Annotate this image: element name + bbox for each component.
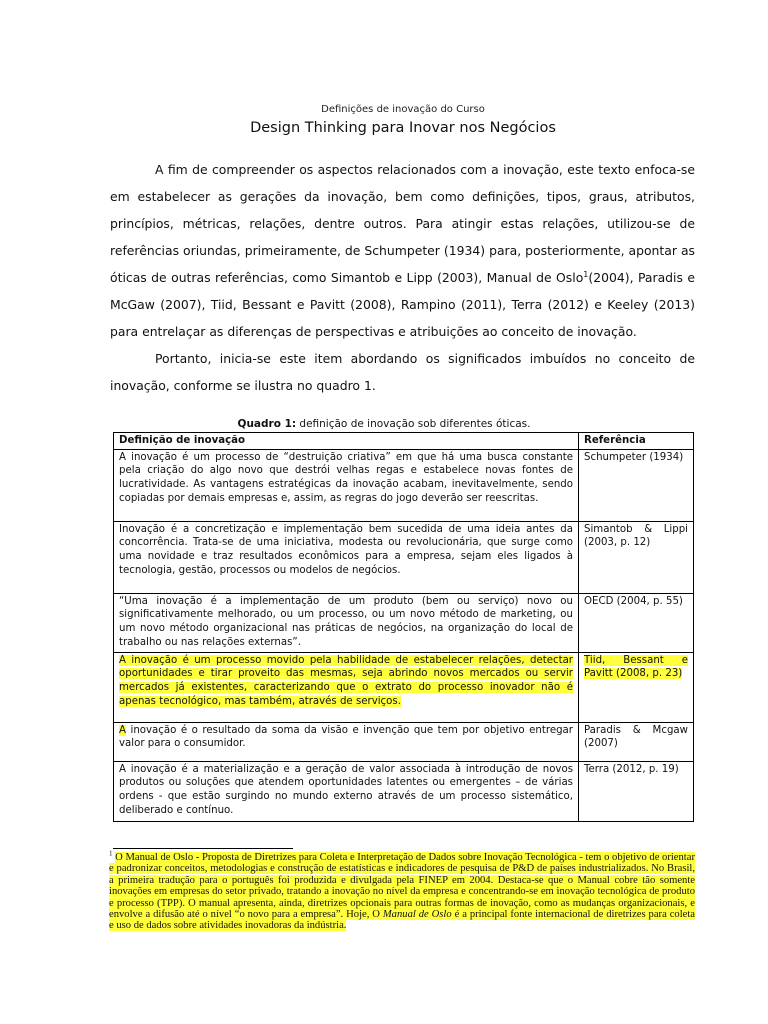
highlighted-reference: Tiid, Bessant e Pavitt (2008, p. 23) bbox=[584, 654, 688, 680]
table-row bbox=[114, 449, 694, 521]
intro-paragraph-part-2: (2004), Paradis e McGaw (2007), Tiid, Bessant e Pavitt (2008), Rampino (2011), Terra (2012) e Keeley (2013) para entrelaçar as diferenças de perspectivas e atribuições ao conceito de inovação. bbox=[110, 270, 696, 339]
footnote-divider bbox=[113, 848, 293, 849]
definition-cell bbox=[114, 652, 579, 722]
footnote-number: 1 bbox=[109, 849, 113, 858]
caption-label: Quadro 1: bbox=[237, 418, 297, 430]
footnote bbox=[109, 849, 695, 932]
header-reference: Referência bbox=[579, 433, 694, 450]
definitions-table bbox=[113, 432, 694, 822]
highlighted-letter: A bbox=[119, 724, 126, 736]
table-row-highlighted bbox=[114, 652, 694, 722]
footnote-text-part-2: é a principal fonte internacional de diretrizes para coleta e uso de dados sobre atividades inovadoras da indústria. bbox=[109, 909, 695, 932]
second-paragraph: Portanto, inicia-se este item abordando os significados imbuídos no conceito de inovação, conforme se ilustra no quadro 1. bbox=[110, 351, 695, 393]
definition-text: inovação é o resultado da soma da visão e invenção que tem por objetivo entregar valor para o consumidor. bbox=[119, 724, 573, 750]
table-header-row bbox=[114, 433, 694, 450]
reference-cell: OECD (2004, p. 55) bbox=[579, 593, 694, 652]
definition-cell: Inovação é a concretização e implementação bem sucedida de uma ideia antes da concorrência. Trata-se de uma iniciativa, modesta ou revolucionária, que surge como uma novidade e traz resultados econômicos para a empresa, sejam eles ligados à tecnologia, gestão, processos ou modelos de negócios. bbox=[114, 521, 579, 593]
footnote-italic-title: Manual de Oslo bbox=[382, 909, 452, 921]
caption-text: definição de inovação sob diferentes óticas. bbox=[296, 418, 531, 430]
reference-cell: Terra (2012, p. 19) bbox=[579, 761, 694, 821]
footnote-text-part-1: O Manual de Oslo - Proposta de Diretrizes para Coleta e Interpretação de Dados sobre Inovação Tecnológica - tem o objetivo de orientar e padronizar conceitos, metodologias e construção de estatísticas e indicadores de pesquisa de P&D de países industrializados. No Brasil, a primeira tradução para o português foi produzida e divulgada pela FINEP em 2004. Destaca-se que o Manual cobre tão somente inovações em empresas do setor privado, tratando a inovação no nível da empresa e concentrando-se em inovação tecnológica de produto e processo (TPP). O manual apresenta, ainda, diretrizes opcionais para outras formas de inovação, como as mudanças organizacionais, e envolve a difusão até o nível “o novo para a empresa”. Hoje, O bbox=[109, 852, 695, 921]
intro-paragraph-part-1: A fim de compreender os aspectos relacionados com a inovação, este texto enfoca-se em estabelecer as gerações da inovação, bem como definições, tipos, graus, atributos, princípios, métricas, relações, dentre outros. Para atingir estas relações, utilizou-se de referências oriundas, primeiramente, de Schumpeter (1934) para, posteriormente, apontar as óticas de outras referências, como Simantob e Lipp (2003), Manual de Oslo bbox=[110, 162, 695, 285]
intro-paragraph bbox=[110, 156, 695, 345]
table-row bbox=[114, 761, 694, 821]
table-row bbox=[114, 593, 694, 652]
footnote-text bbox=[109, 852, 695, 931]
definition-cell: A inovação é um processo de “destruição criativa” em que há uma busca constante pela criação do algo novo que destrói velhas regas e estabelece novas fontes de lucratividade. As vantagens estratégicas da inovação acabam, inevitavelmente, sendo copiadas por demais empresas e, assim, as regras do jogo deverão ser reescritas. bbox=[114, 449, 579, 521]
definition-cell: A inovação é a materialização e a geração de valor associada à introdução de novos produtos ou soluções que atendem oportunidades latentes ou emergentes – de várias ordens - que estão surgindo no mundo externo através de um processo sistemático, deliberado e contínuo. bbox=[114, 761, 579, 821]
table-row bbox=[114, 722, 694, 761]
table-caption bbox=[0, 418, 768, 430]
table-row bbox=[114, 521, 694, 593]
footnote-ref[interactable]: 1 bbox=[583, 269, 589, 279]
reference-cell: Paradis & Mcgaw (2007) bbox=[579, 722, 694, 761]
reference-cell: Schumpeter (1934) bbox=[579, 449, 694, 521]
header-definition: Definição de inovação bbox=[114, 433, 579, 450]
definition-cell: “Uma inovação é a implementação de um produto (bem ou serviço) novo ou significativamente melhorado, ou um processo, ou um novo método de marketing, ou um novo método organizacional nas práticas de negócios, na organização do local de trabalho ou nas relações externas”. bbox=[114, 593, 579, 652]
course-subtitle: Definições de inovação do Curso bbox=[321, 104, 485, 115]
reference-cell: Simantob & Lippi (2003, p. 12) bbox=[579, 521, 694, 593]
document-title: Design Thinking para Inovar nos Negócios bbox=[250, 120, 556, 136]
reference-cell bbox=[579, 652, 694, 722]
highlighted-definition: A inovação é um processo movido pela habilidade de estabelecer relações, detectar oportunidades e tirar proveito das mesmas, seja abrindo novos mercados ou servir mercados já existentes, caracterizando que o extrato do processo inovador não é apenas tecnológico, mas também, através de serviços. bbox=[119, 654, 573, 707]
definition-cell bbox=[114, 722, 579, 761]
